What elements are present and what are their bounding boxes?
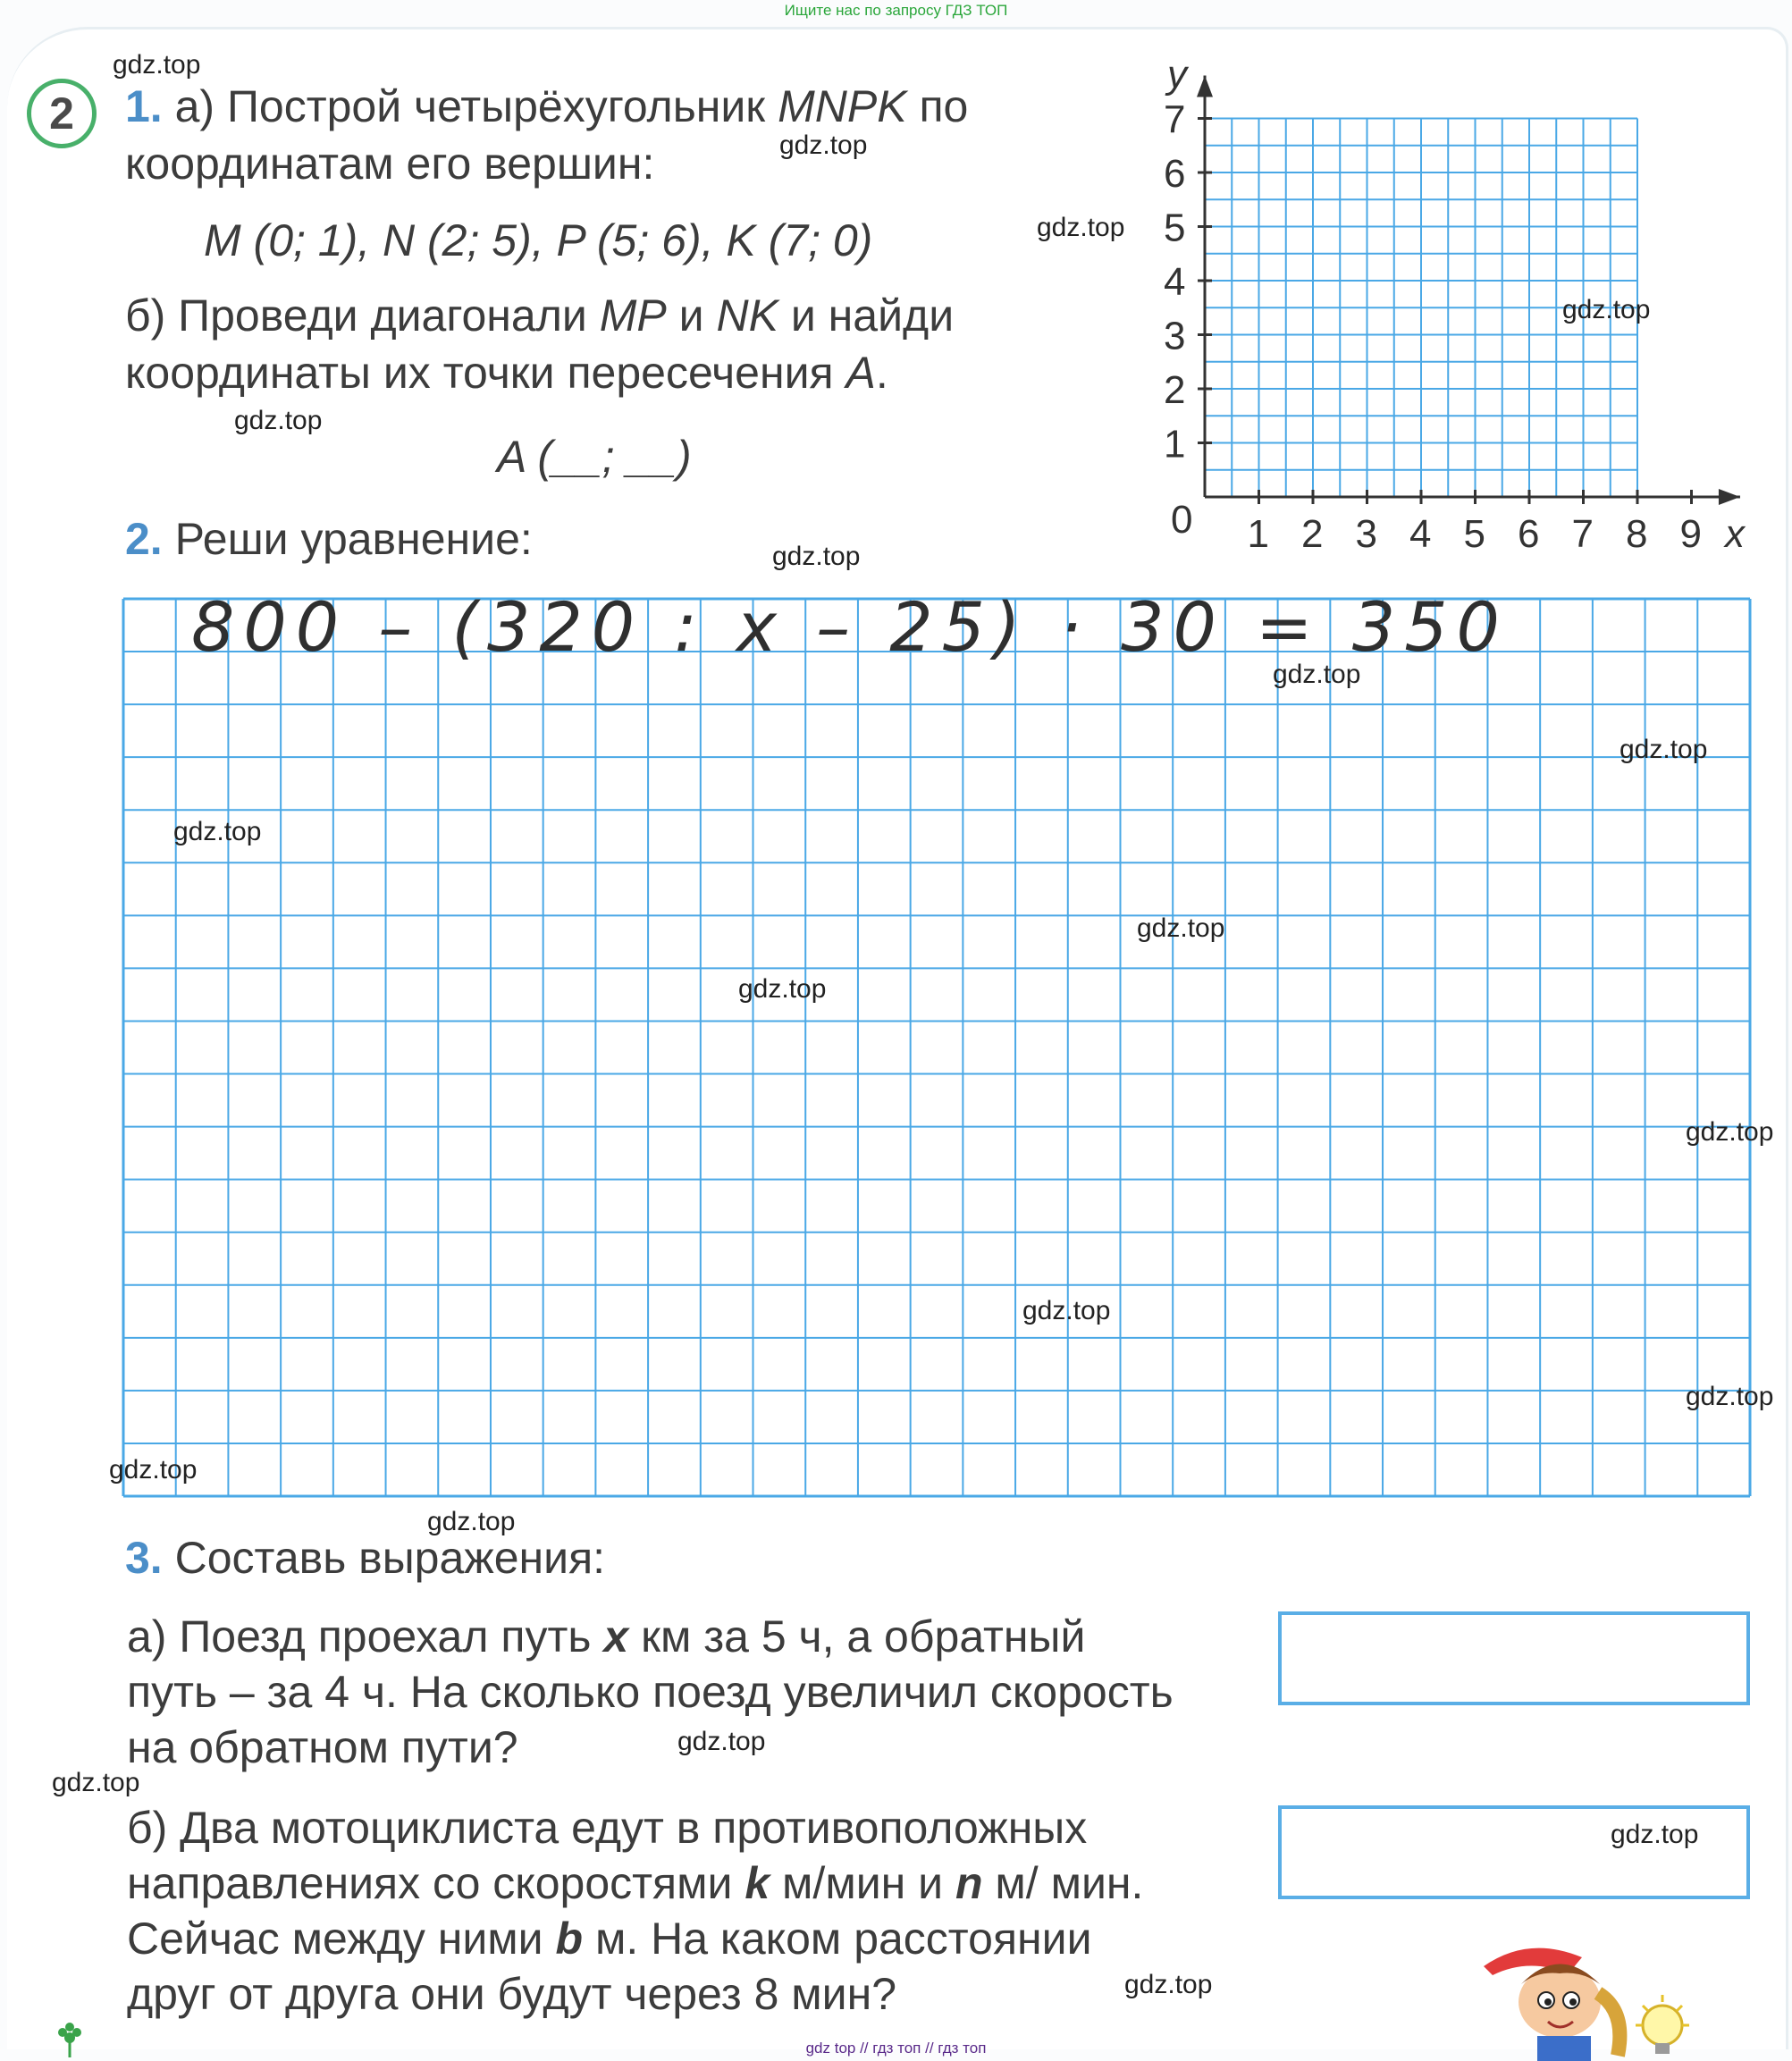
ex1-b-and: и <box>678 290 704 341</box>
ex1-b-text2: и найди <box>790 290 955 341</box>
watermark: gdz.top <box>427 1507 516 1536</box>
graph-x-tick-label: 7 <box>1571 512 1594 556</box>
bottom-banner[interactable]: gdz top // гдз топ // гдз топ <box>805 2040 987 2057</box>
ex2-number: 2. <box>125 514 163 564</box>
ex3-b-line4: друг от друга они будут через 8 мин? <box>127 1969 897 2019</box>
equation-grid-lines <box>123 599 1750 1496</box>
top-banner[interactable]: Ищите нас по запросу ГДЗ ТОП <box>784 2 1008 19</box>
watermark: gdz.top <box>1273 660 1361 689</box>
ex3-number: 3. <box>125 1533 163 1583</box>
ex1-answer-blank[interactable]: A (__; __) <box>497 432 692 482</box>
graph-x-tick-label: 4 <box>1409 512 1432 556</box>
graph-x-tick-label: 3 <box>1355 512 1377 556</box>
ex3-a-line2: путь – за 4 ч. На сколько поезд увеличил скорость <box>127 1667 1174 1717</box>
ex1-a-name: MNPK <box>778 81 907 131</box>
graph-y-tick-label: 6 <box>1164 152 1186 196</box>
watermark: gdz.top <box>772 542 861 571</box>
graph-y-tick-label: 4 <box>1164 260 1186 304</box>
watermark: gdz.top <box>1137 913 1225 943</box>
ex1-number: 1. <box>125 81 163 131</box>
watermark: gdz.top <box>1562 295 1651 324</box>
graph-x-tick-label: 6 <box>1518 512 1540 556</box>
graph-y-tick-label: 1 <box>1164 422 1186 467</box>
graph-x-tick-label: 9 <box>1679 512 1702 556</box>
ex3-a-line1 <box>127 1609 1085 1664</box>
watermark: gdz.top <box>1022 1296 1111 1325</box>
ex3-b-line1: б) Два мотоциклиста едут в противоположных <box>127 1803 1088 1853</box>
graph-y-tick-label: 7 <box>1164 97 1186 142</box>
ex3-a-text2: км за 5 ч, а обратный <box>641 1611 1086 1661</box>
watermark: gdz.top <box>1686 1117 1774 1147</box>
watermark: gdz.top <box>1037 213 1125 242</box>
ex1-line2: координатам его вершин: <box>125 139 655 189</box>
graph-y-tick-label: 3 <box>1164 314 1186 358</box>
ex3-a-var-x: x <box>603 1611 629 1661</box>
ex3-b-var-k: k <box>745 1858 770 1908</box>
ex3-b-var-n: n <box>955 1858 983 1908</box>
watermark: gdz.top <box>779 130 868 160</box>
watermark: gdz.top <box>1124 1970 1213 1999</box>
graph-x-tick-label: 5 <box>1463 512 1485 556</box>
graph-y-tick-label: 5 <box>1164 206 1186 250</box>
ex3-header <box>125 1530 605 1586</box>
watermark: gdz.top <box>1620 735 1708 764</box>
ex1-b-point: A <box>846 348 876 398</box>
ex2-title: Реши уравнение: <box>174 514 533 564</box>
watermark: gdz.top <box>738 974 827 1004</box>
ex1-b-text3: координаты их точки пересечения <box>125 348 834 398</box>
ex3-b-var-b: b <box>555 1914 584 1964</box>
watermark: gdz.top <box>1611 1820 1699 1849</box>
ex3-b-text3: м/ мин. <box>995 1858 1144 1908</box>
ex1-points: M (0; 1), N (2; 5), P (5; 6), K (7; 0) <box>204 215 873 265</box>
ex3-b-line3 <box>127 1911 1092 1966</box>
graph-x-tick-label: 8 <box>1626 512 1648 556</box>
watermark: gdz.top <box>109 1455 198 1485</box>
ex3-a-answer-box[interactable] <box>1278 1611 1750 1705</box>
ex3-b-text5: м. На каком расстоянии <box>594 1914 1092 1964</box>
graph-x-tick-label: 2 <box>1301 512 1324 556</box>
watermark: gdz.top <box>677 1727 766 1756</box>
ex3-b-line2 <box>127 1855 1143 1911</box>
ex1-b-dot: . <box>875 348 888 398</box>
watermark: gdz.top <box>1686 1382 1774 1411</box>
graph-y-tick-label: 2 <box>1164 368 1186 412</box>
watermark: gdz.top <box>113 50 201 80</box>
watermark: gdz.top <box>234 406 323 435</box>
ex1-b-text1: б) Проведи диагонали <box>125 290 587 341</box>
equation-handwritten: 800 – (320 : x – 25) · 30 = 350 <box>191 587 1509 667</box>
ex1-b-nk: NK <box>716 290 778 341</box>
ex1-b-mp: MP <box>599 290 667 341</box>
graph-x-label: x <box>1725 512 1745 556</box>
ex3-a-text1: а) Поезд проехал путь <box>127 1611 592 1661</box>
graph-y-label: y <box>1167 53 1187 97</box>
ex3-b-text4: Сейчас между ними <box>127 1914 543 1964</box>
graph-x-tick-label: 1 <box>1247 512 1269 556</box>
ex3-title: Составь выражения: <box>174 1533 606 1583</box>
task-number-badge: 2 <box>27 79 97 148</box>
ex3-a-line3: на обратном пути? <box>127 1722 518 1772</box>
graph-origin-label: 0 <box>1171 498 1193 542</box>
watermark: gdz.top <box>52 1768 140 1797</box>
ex3-b-text2: м/мин и <box>782 1858 944 1908</box>
watermark: gdz.top <box>173 817 262 846</box>
ex1-a-suffix: по <box>919 81 969 131</box>
ex3-b-text1: направлениях со скоростями <box>127 1858 733 1908</box>
ex1-a-prefix: а) Построй четырёхугольник <box>174 81 766 131</box>
